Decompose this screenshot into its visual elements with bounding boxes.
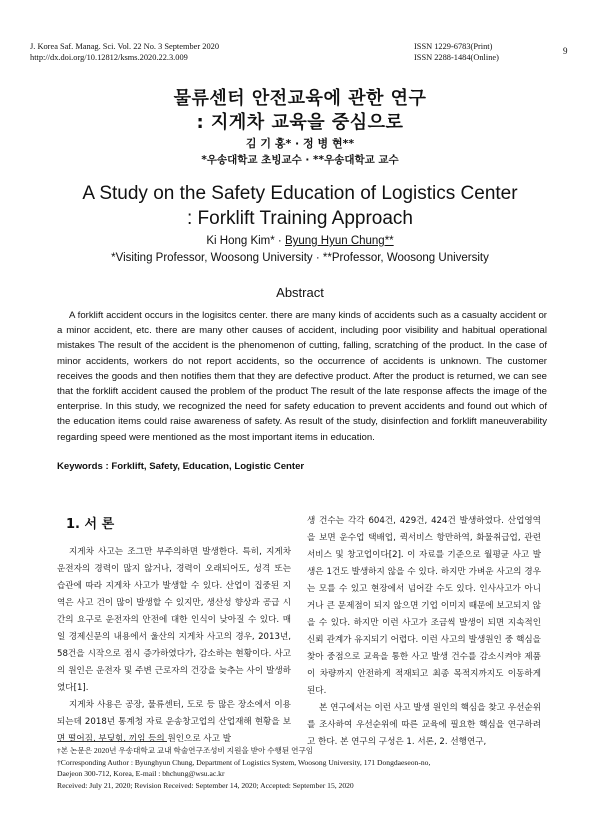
korean-title-line1: 물류센터 안전교육에 관한 연구: [173, 88, 427, 109]
footnote-corresponding-1: †Corresponding Author : Byunghyun Chung, Department of Logistics System, Woosong University, 171 Dongdaeseon-no,: [57, 758, 431, 767]
footnote-received: Received: July 21, 2020; Revision Received: September 14, 2020; Accepted: September 15, 2020: [57, 781, 354, 790]
abstract-body: A forklift accident occurs in the logisitcs center. there are many kinds of accidents such as a casualty accident or a minor accident, etc. there are many other causes of accident, including poor visibility and habitual operational mistakes The result of the accident is the phenomenon of cutting, falling, scratching of the product. In the case of minor accidents, workers do not report accidents, so the occurrence of accidents is unknown. The customer receives the goods and then notifies them that they are defective product. After the product is returned, we can see that the forklift accident caused the problem of the product The result of the late response affects the image of the enterprise. In this study, we recognized the need for safety education to prevent accidents and found out which of the education items could raise awareness of safety. As result of the study, disinfection and forklift maneuverability regarding speed were mentioned as the most important items in education.: [57, 310, 547, 443]
footnote-funding: †본 논문은 2020년 우송대학교 교내 학술연구조성비 지원을 받아 수행된 연구임: [57, 746, 314, 755]
paragraph: 지게차 사고는 조그만 부주의하면 발생한다. 특히, 지게차 운전자의 경력이 많지 않거나, 경력이 오래되어도, 성격 또는 습관에 따라 지게차 사고가 발생할 수 있다. 산업이 집중된 지역은 사고 건이 많이 발생할 수 있지만, 생산성 향상과 공급 시간의 요구로 운전자의 안전에 대한 인식이 낮아질 수 있다. 매일 경제신문의 내용에서 울산의 지게차 사고의 경우, 2013년, 58건을 시작으로 점시 증가하였다가, 감소하는 현황이다. 사고의 원인은 운전자 및 주변 근로자의 건강을 늦추는 사이 발생하였다[1].: [57, 547, 291, 693]
page-number: 9: [563, 46, 568, 56]
paragraph: 지게차 사용은 공장, 물류센터, 도로 등 많은 장소에서 이용되는데 2018년 통계청 자료 운송창고업의 산업재해 현황을 보면 떨어짐, 부딪힘, 끼임 등의 원인으로 사고 발: [57, 700, 291, 744]
footnote-corresponding-2: Daejeon 300-712, Korea, E-mail : bhchung@wsu.ac.kr: [57, 769, 225, 778]
left-column: [57, 544, 291, 748]
english-title-line1: A Study on the Safety Education of Logistics Center: [82, 183, 518, 204]
journal-citation: J. Korea Saf. Manag. Sci. Vol. 22 No. 3 September 2020: [30, 42, 220, 51]
english-title-line2: : Forklift Training Approach: [187, 208, 413, 229]
english-affiliation: *Visiting Professor, Woosong University · **Professor, Woosong University: [111, 252, 489, 264]
abstract-heading: Abstract: [276, 285, 324, 300]
korean-affiliation: *우송대학교 초빙교수 · **우송대학교 교수: [201, 154, 399, 166]
paragraph: 본 연구에서는 이런 사고 발생 원인의 핵심을 찾고 우선순위를 조사하여 우선순위에 따른 교육에 필요한 핵심을 연구하려고 한다. 본 연구의 구성은 1. 서론, 2. 선행연구,: [307, 703, 541, 747]
author-kim: Ki Hong Kim*: [206, 235, 275, 247]
section-heading-introduction: 1. 서 론: [66, 517, 115, 532]
running-header-left: [30, 41, 219, 63]
author-separator: ·: [274, 235, 285, 247]
korean-title-line2: : 지게차 교육을 중심으로: [196, 112, 404, 133]
korean-authors: 김 기 홍* · 정 병 현**: [245, 137, 355, 150]
footnote-divider: [57, 741, 167, 742]
doi-link[interactable]: http://dx.doi.org/10.12812/ksms.2020.22.3.009: [30, 53, 188, 62]
running-header-right: [414, 41, 499, 63]
issn-online: ISSN 2288-1484(Online): [414, 53, 499, 62]
keywords: Keywords : Forklift, Safety, Education, Logistic Center: [57, 461, 305, 472]
right-column: [307, 513, 541, 751]
author-chung: Byung Hyun Chung**: [284, 235, 394, 247]
english-authors: [0, 235, 600, 247]
paragraph: 생 건수는 각각 604건, 429건, 424건 발생하였다. 산업영역을 보면 운수업 택배업, 퀵서비스 항만하역, 화물취급업, 관련 서비스 및 창고업이다[2]. 이 자료를 기준으로 월평균 사고 발생은 1건도 발생하지 않을 수 있다. 하지만 가벼운 사고의 경우는 모를 수 있고 현장에서 넘어갈 수도 있다. 인사사고가 아니거나 큰 문제점이 되지 않으면 기업 이미지 때문에 보고되지 않을 수 있다. 하지만 이런 사고가 조금씩 발생이 되면 지속적인 신뢰 관계가 유지되기 어렵다. 이런 사고의 발생원인 중 핵심을 찾아 중점으로 교육을 통한 사고 발생 건수를 감소시켜야 제품이 차량까지 안전하게 적재되고 최종 목적지까지도 이동하게 된다.: [307, 516, 541, 696]
issn-print: ISSN 1229-6783(Print): [414, 42, 493, 51]
